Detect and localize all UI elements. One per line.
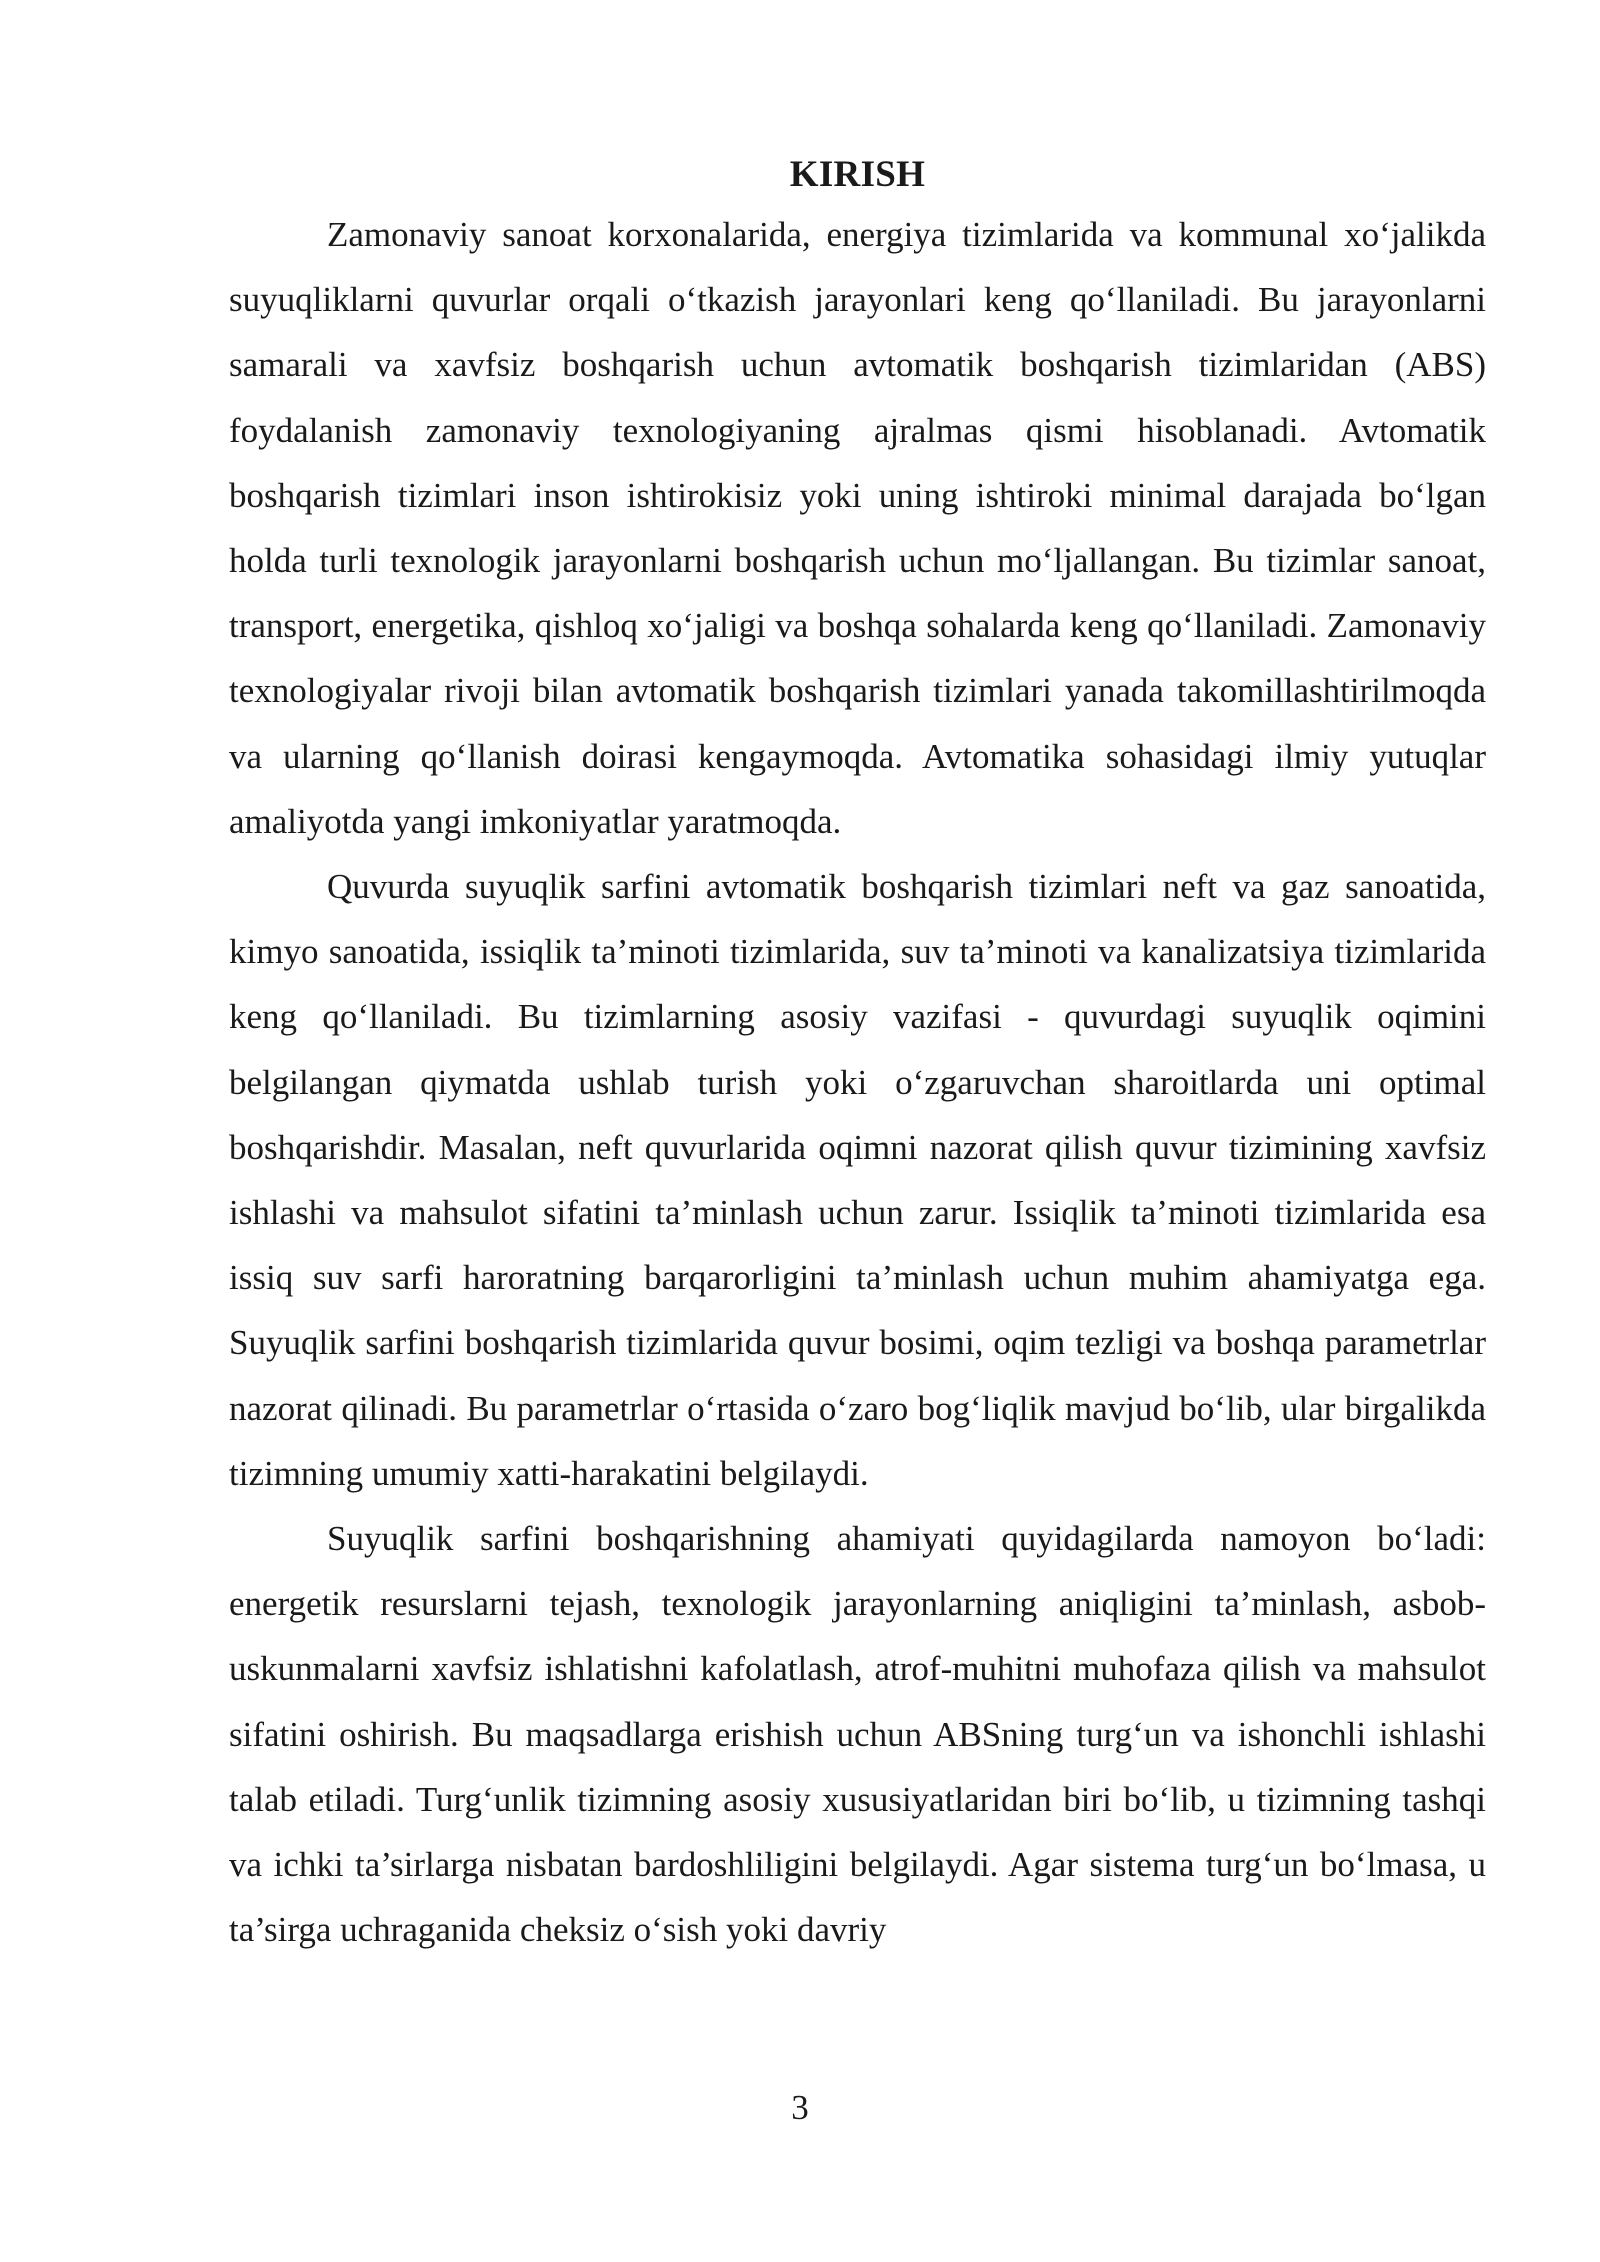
paragraph-3: Suyuqlik sarfini boshqarishning ahamiyati quyidagilarda namoyon bo‘ladi: energetik resurslarni tejash, texnologik jarayonlarning aniqligini ta’minlash, asbob-uskunmalarni xavfsiz ishlatishni kafolatlash, atrof-muhitni muhofaza qilish va mahsulot sifatini oshirish. Bu maqsadlarga erishish uchun ABSning turg‘un va ishonchli ishlashi talab etiladi. Turg‘unlik tizimning asosiy xususiyatlaridan biri bo‘lib, u tizimning tashqi va ichki ta’sirlarga nisbatan bardoshliligini belgilaydi. Agar sistema turg‘un bo‘lmasa, u ta’sirga uchraganida cheksiz o‘sish yoki davriy [229, 1519, 1486, 1950]
paragraph-1: Zamonaviy sanoat korxonalarida, energiya tizimlarida va kommunal xo‘jalikda suyuqliklarni quvurlar orqali o‘tkazish jarayonlari keng qo‘llaniladi. Bu jarayonlarni samarali va xavfsiz boshqarish uchun avtomatik boshqarish tizimlaridan (ABS) foydalanish zamonaviy texnologiyaning ajralmas qismi hisoblanadi. Avtomatik boshqarish tizimlari inson ishtirokisiz yoki uning ishtiroki minimal darajada bo‘lgan holda turli texnologik jarayonlarni boshqarish uchun mo‘ljallangan. Bu tizimlar sanoat, transport, energetika, qishloq xo‘jaligi va boshqa sohalarda keng qo‘llaniladi. Zamonaviy texnologiyalar rivoji bilan avtomatik boshqarish tizimlari yanada takomillashtirilmoqda va ularning qo‘llanish doirasi kengaymoqda. Avtomatika sohasidagi ilmiy yutuqlar amaliyotda yangi imkoniyatlar yaratmoqda. [229, 215, 1486, 841]
page-number: 3 [791, 2088, 809, 2127]
document-page [229, 150, 1486, 2250]
paragraph-2: Quvurda suyuqlik sarfini avtomatik boshqarish tizimlari neft va gaz sanoatida, kimyo sanoatida, issiqlik ta’minoti tizimlarida, suv ta’minoti va kanalizatsiya tizimlarida keng qo‘llaniladi. Bu tizimlarning asosiy vazifasi - quvurdagi suyuqlik oqimini belgilangan qiymatda ushlab turish yoki o‘zgaruvchan sharoitlarda uni optimal boshqarishdir. Masalan, neft quvurlarida oqimni nazorat qilish quvur tizimining xavfsiz ishlashi va mahsulot sifatini ta’minlash uchun zarur. Issiqlik ta’minoti tizimlarida esa issiq suv sarfi haroratning barqarorligini ta’minlash uchun muhim ahamiyatga ega. Suyuqlik sarfini boshqarish tizimlarida quvur bosimi, oqim tezligi va boshqa parametrlar nazorat qilinadi. Bu parametrlar o‘rtasida o‘zaro bog‘liqlik mavjud bo‘lib, ular birgalikda tizimning umumiy xatti-harakatini belgilaydi. [229, 867, 1486, 1493]
section-heading: KIRISH [789, 154, 926, 195]
